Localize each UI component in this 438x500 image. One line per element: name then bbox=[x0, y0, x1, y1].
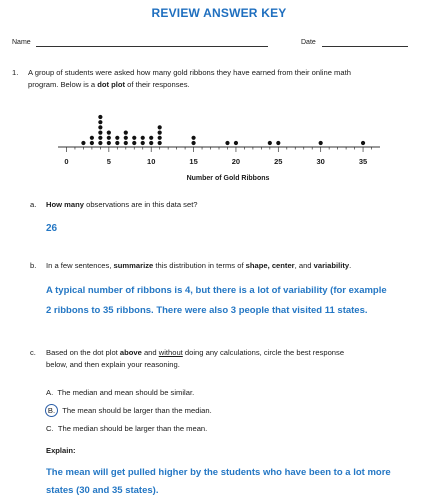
data-dot bbox=[107, 131, 111, 135]
data-dot bbox=[124, 141, 128, 145]
data-dot bbox=[149, 141, 153, 145]
data-dot bbox=[98, 115, 102, 119]
name-label: Name bbox=[12, 39, 31, 46]
data-dot bbox=[141, 141, 145, 145]
data-dot bbox=[132, 141, 136, 145]
data-dot bbox=[158, 136, 162, 140]
part-a-answer: 26 bbox=[46, 223, 58, 234]
number-line bbox=[58, 147, 380, 152]
name-field[interactable] bbox=[36, 46, 268, 47]
option-b[interactable] bbox=[45, 404, 212, 417]
option-b-text: The mean should be larger than the median. bbox=[62, 406, 212, 415]
data-dot bbox=[276, 141, 280, 145]
data-dot bbox=[98, 120, 102, 124]
question-text-line2: program. Below is a dot plot of their responses. bbox=[28, 80, 190, 89]
data-dot bbox=[158, 125, 162, 129]
data-dot bbox=[124, 131, 128, 135]
tick-label: 0 bbox=[64, 157, 69, 166]
data-dot bbox=[98, 125, 102, 129]
data-dot bbox=[115, 141, 119, 145]
data-dot bbox=[98, 131, 102, 135]
data-dot bbox=[115, 136, 119, 140]
tick-label: 15 bbox=[189, 157, 198, 166]
part-b-answer-line2: 2 ribbons to 35 ribbons. There were also 3 people that visited 11 states. bbox=[46, 305, 368, 316]
selected-circle: B. bbox=[45, 404, 58, 417]
tick-label: 30 bbox=[316, 157, 325, 166]
data-dot bbox=[361, 141, 365, 145]
part-b-answer-line1: A typical number of ribbons is 4, but there is a lot of variability (for example bbox=[46, 285, 387, 296]
part-c-question-line2: below, and then explain your reasoning. bbox=[46, 360, 180, 369]
option-c-text: The median should be larger than the mean. bbox=[57, 424, 208, 433]
tick-label: 20 bbox=[231, 157, 241, 166]
part-c-answer-line2: states (30 and 35 states). bbox=[46, 485, 159, 496]
option-c-letter: C. bbox=[46, 424, 54, 433]
option-c[interactable] bbox=[46, 423, 207, 435]
data-dot bbox=[107, 141, 111, 145]
x-axis-label: Number of Gold Ribbons bbox=[186, 175, 270, 182]
data-dot bbox=[132, 136, 136, 140]
part-c-answer-line1: The mean will get pulled higher by the students who have been to a lot more bbox=[46, 467, 391, 478]
data-dot bbox=[268, 141, 272, 145]
question-number: 1. bbox=[12, 68, 19, 77]
data-dot bbox=[319, 141, 323, 145]
data-dot bbox=[158, 141, 162, 145]
data-dot bbox=[149, 136, 153, 140]
data-dot bbox=[90, 141, 94, 145]
data-dot bbox=[191, 141, 195, 145]
data-dot bbox=[158, 131, 162, 135]
part-a-letter: a. bbox=[30, 200, 37, 209]
option-a-letter: A. bbox=[46, 388, 54, 397]
tick-labels bbox=[64, 157, 367, 166]
tick-label: 35 bbox=[358, 157, 368, 166]
part-b-question: In a few sentences, summarize this distribution in terms of shape, center, and variability. bbox=[46, 261, 352, 270]
dot-marks bbox=[81, 115, 365, 145]
tick-label: 5 bbox=[106, 157, 111, 166]
page-title: REVIEW ANSWER KEY bbox=[151, 6, 287, 20]
data-dot bbox=[191, 136, 195, 140]
data-dot bbox=[124, 136, 128, 140]
tick-label: 25 bbox=[274, 157, 283, 166]
date-label: Date bbox=[301, 39, 316, 46]
date-field[interactable] bbox=[322, 46, 408, 47]
data-dot bbox=[81, 141, 85, 145]
part-c-question-line1: Based on the dot plot above and without doing any calculations, circle the best response bbox=[46, 348, 345, 357]
data-dot bbox=[141, 136, 145, 140]
data-dot bbox=[90, 136, 94, 140]
option-a[interactable] bbox=[46, 387, 194, 399]
part-c-letter: c. bbox=[30, 348, 36, 357]
tick-label: 10 bbox=[147, 157, 156, 166]
option-a-text: The median and mean should be similar. bbox=[57, 388, 195, 397]
data-dot bbox=[98, 136, 102, 140]
part-b-letter: b. bbox=[30, 261, 37, 270]
data-dot bbox=[225, 141, 229, 145]
question-text-line1: A group of students were asked how many gold ribbons they have earned from their online math bbox=[28, 68, 351, 77]
data-dot bbox=[107, 136, 111, 140]
part-a-question: How many observations are in this data set? bbox=[46, 200, 198, 209]
explain-label: Explain: bbox=[46, 446, 76, 455]
data-dot bbox=[234, 141, 238, 145]
data-dot bbox=[98, 141, 102, 145]
